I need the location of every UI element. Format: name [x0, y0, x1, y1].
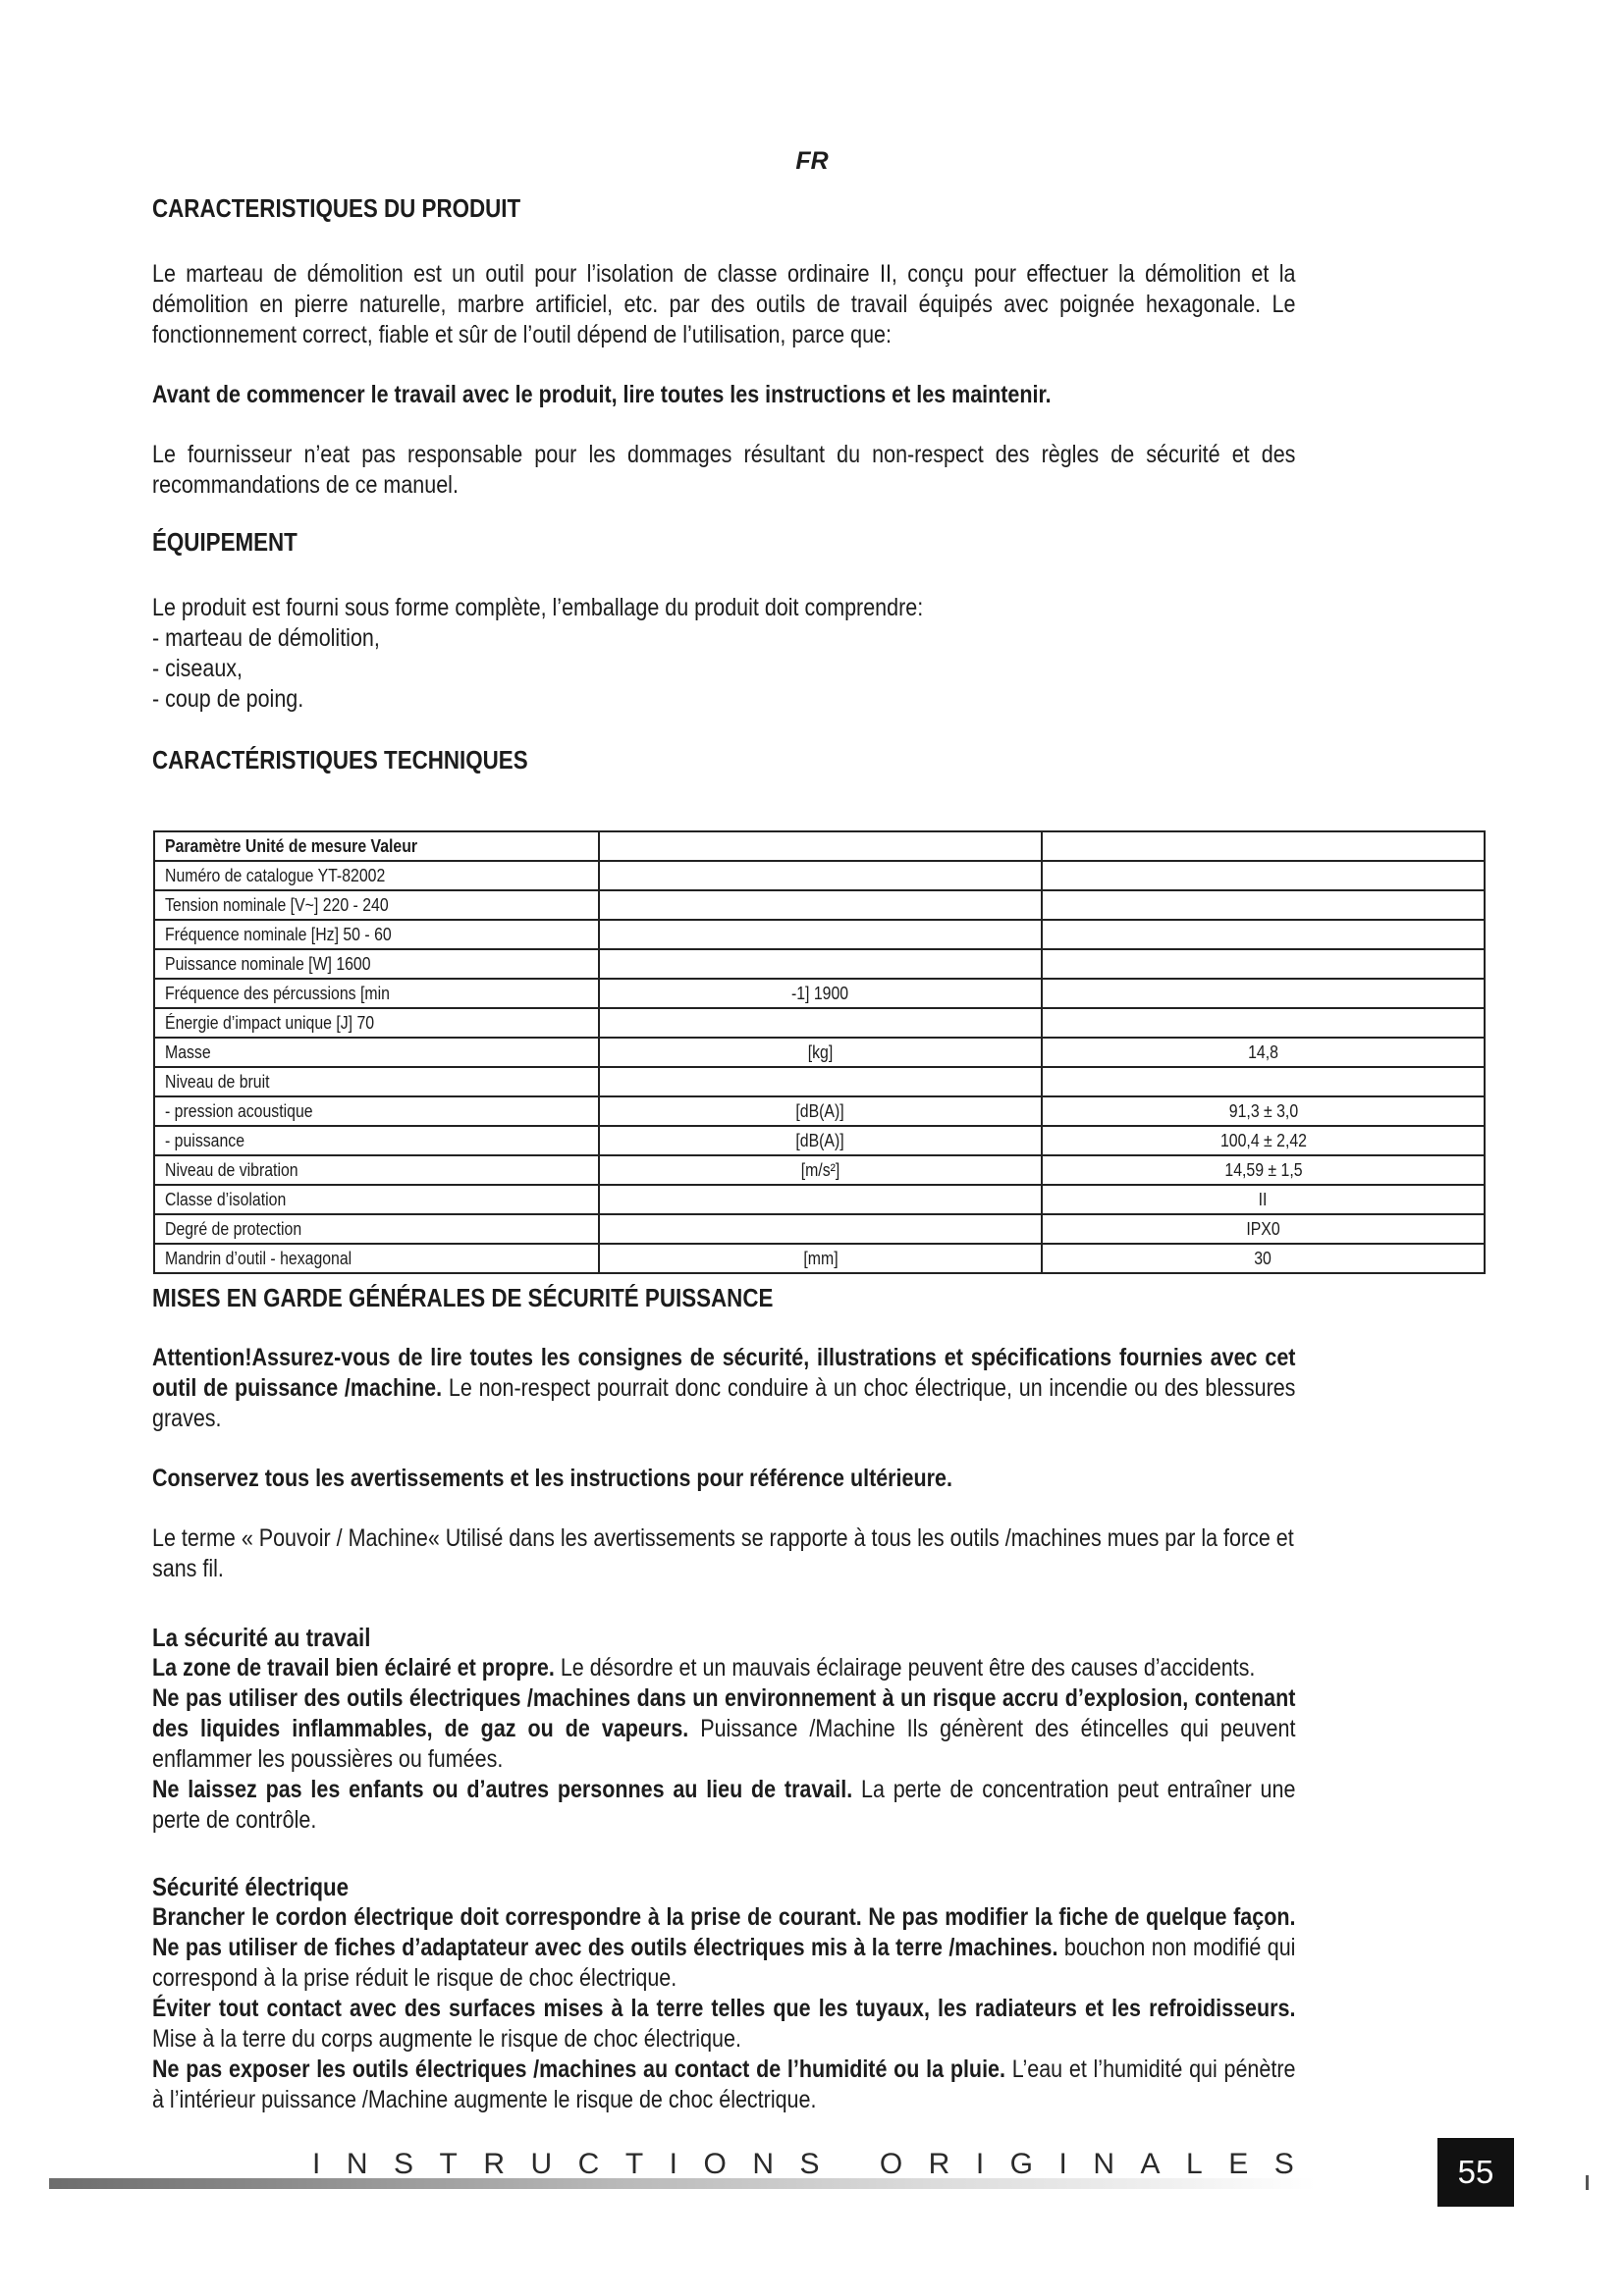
cell-text: - puissance	[165, 1130, 245, 1150]
table-cell	[1042, 1185, 1485, 1214]
list-item: - marteau de démolition,	[152, 623, 1295, 654]
table-cell	[599, 890, 1042, 920]
table-cell	[1042, 1008, 1485, 1038]
paragraph-description: Le marteau de démolition est un outil pour l’isolation de classe ordinaire II, conçu pour effectuer la démolition et la démolition en pierre naturelle, marbre artificiel, etc. par des outils de travail équipés avec poignée hexagonale. Le fonctionnement correct, fiable et sûr de l’outil dépend de l’utilisation, parce que:	[152, 260, 1296, 348]
list-item: - coup de poing.	[152, 684, 1295, 715]
table-cell	[1042, 890, 1485, 920]
table-cell	[154, 1155, 599, 1185]
table-cell	[1042, 1038, 1485, 1067]
cell-text: [mm]	[802, 1248, 839, 1268]
section-title-mises-en-garde: MISES EN GARDE GÉNÉRALES DE SÉCURITÉ PUISSANCE	[152, 1283, 774, 1312]
section-title-caracteristiques-produit: CARACTERISTIQUES DU PRODUIT	[152, 193, 521, 223]
safety-item: Ne pas exposer les outils électriques /machines au contact de l’humidité ou la pluie. L’eau et l’humidité qui pénètre à l’intérieur puissance /Machine augmente le risque de choc électrique.	[152, 2056, 1296, 2113]
table-cell	[1042, 1067, 1485, 1096]
table-cell	[154, 1244, 599, 1273]
cell-text: -1] 1900	[791, 983, 849, 1003]
table-cell	[154, 1038, 599, 1067]
paragraph-read-instructions: Avant de commencer le travail avec le produit, lire toutes les instructions et les maintenir.	[152, 381, 1052, 408]
subsection-title-securite-travail: La sécurité au travail	[152, 1623, 371, 1652]
safety-item: Brancher le cordon électrique doit correspondre à la prise de courant. Ne pas modifier la fiche de quelque façon. Ne pas utiliser de fiches d’adaptateur avec des outils électriques mis à la terre /machines. bouchon non modifié qui correspond à la prise réduit le risque de choc électrique.	[152, 1903, 1296, 1992]
table-cell	[599, 979, 1042, 1008]
paragraph-equipement-intro: Le produit est fourni sous forme complète, l’emballage du produit doit comprendre:	[152, 594, 924, 621]
table-cell	[154, 949, 599, 979]
cell-text: Numéro de catalogue YT-82002	[165, 865, 386, 885]
table-header-row	[154, 831, 1485, 861]
safety-item: Éviter tout contact avec des surfaces mises à la terre telles que les tuyaux, les radiateurs et les refroidisseurs. Mise à la terre du corps augmente le risque de choc électrique.	[152, 1995, 1296, 2053]
table-cell	[154, 920, 599, 949]
table-row	[154, 1185, 1485, 1214]
table-cell	[154, 1096, 599, 1126]
cell-text: Tension nominale [V~] 220 - 240	[165, 894, 389, 915]
cell-text: Fréquence des pércussions [min	[165, 983, 390, 1003]
table-cell	[599, 1214, 1042, 1244]
equipement-list	[152, 623, 1295, 715]
footer-title: INSTRUCTIONS ORIGINALES	[312, 2148, 1321, 2180]
table-cell	[1042, 1155, 1485, 1185]
cell-text: Puissance nominale [W] 1600	[165, 953, 371, 974]
table-cell	[1042, 1096, 1485, 1126]
cell-text: [m/s²]	[800, 1159, 840, 1180]
table-cell	[154, 1126, 599, 1155]
cell-text: 91,3 ± 3,0	[1228, 1100, 1298, 1121]
cell-text: [dB(A)]	[795, 1100, 845, 1121]
paragraph-conservez: Conservez tous les avertissements et les instructions pour référence ultérieure.	[152, 1465, 952, 1492]
table-cell	[1042, 861, 1485, 890]
table-row	[154, 1096, 1485, 1126]
table-cell	[599, 1008, 1042, 1038]
cell-text: - pression acoustique	[165, 1100, 313, 1121]
cell-text: Niveau de bruit	[165, 1071, 270, 1092]
cell-text: 30	[1254, 1248, 1272, 1268]
table-cell	[154, 979, 599, 1008]
table-row	[154, 1126, 1485, 1155]
section-title-equipement: ÉQUIPEMENT	[152, 527, 298, 557]
page-number: 55	[1437, 2138, 1514, 2207]
table-cell	[154, 1067, 599, 1096]
cell-text: Masse	[165, 1041, 211, 1062]
table-cell	[599, 1038, 1042, 1067]
subsection-title-securite-electrique: Sécurité électrique	[152, 1872, 350, 1901]
table-row	[154, 1008, 1485, 1038]
table-row	[154, 1155, 1485, 1185]
table-cell	[599, 1067, 1042, 1096]
cell-text: Mandrin d’outil - hexagonal	[165, 1248, 352, 1268]
cell-text: 14,59 ± 1,5	[1223, 1159, 1303, 1180]
table-cell	[599, 920, 1042, 949]
table-cell	[1042, 979, 1485, 1008]
safety-item: La zone de travail bien éclairé et propre. Le désordre et un mauvais éclairage peuvent être des causes d’accidents.	[152, 1654, 1256, 1682]
cell-text: [kg]	[807, 1041, 834, 1062]
cell-text: 14,8	[1248, 1041, 1278, 1062]
table-cell	[154, 1008, 599, 1038]
table-cell	[599, 831, 1042, 861]
table-row	[154, 1214, 1485, 1244]
table-cell	[154, 831, 599, 861]
table-cell	[599, 1244, 1042, 1273]
table-row	[154, 979, 1485, 1008]
table-cell	[154, 1185, 599, 1214]
safety-item: Ne laissez pas les enfants ou d’autres personnes au lieu de travail. La perte de concentration peut entraîner une perte de contrôle.	[152, 1776, 1296, 1834]
cell-text: Degré de protection	[165, 1218, 302, 1239]
table-row	[154, 1067, 1485, 1096]
table-cell	[154, 890, 599, 920]
specifications-table	[153, 830, 1486, 1274]
table-cell	[1042, 831, 1485, 861]
paragraph-attention: Attention!Assurez-vous de lire toutes les consignes de sécurité, illustrations et spécifications fournies avec cet outil de puissance /machine. Le non-respect pourrait donc conduire à un choc électrique, un incendie ou des blessures graves.	[152, 1344, 1296, 1432]
table-cell	[1042, 920, 1485, 949]
table-cell	[1042, 1244, 1485, 1273]
paragraph-liability: Le fournisseur n’eat pas responsable pour les dommages résultant du non-respect des règles de sécurité et des recommandations de ce manuel.	[152, 441, 1296, 499]
edge-mark	[1586, 2175, 1589, 2190]
table-row	[154, 890, 1485, 920]
table-row	[154, 920, 1485, 949]
cell-text: [dB(A)]	[795, 1130, 845, 1150]
cell-text: Fréquence nominale [Hz] 50 - 60	[165, 924, 392, 944]
table-cell	[599, 1185, 1042, 1214]
language-code: FR	[795, 147, 829, 175]
table-row	[154, 949, 1485, 979]
cell-text: IPX0	[1246, 1218, 1280, 1239]
paragraph-terme: Le terme « Pouvoir / Machine« Utilisé dans les avertissements se rapporte à tous les outils /machines mues par la force et sans fil.	[152, 1524, 1294, 1582]
table-cell	[599, 861, 1042, 890]
table-cell	[599, 1155, 1042, 1185]
table-cell	[599, 949, 1042, 979]
cell-text: Classe d’isolation	[165, 1189, 287, 1209]
cell-text: Niveau de vibration	[165, 1159, 298, 1180]
cell-text: Paramètre Unité de mesure Valeur	[165, 835, 418, 856]
table-cell	[599, 1096, 1042, 1126]
cell-text: 100,4 ± 2,42	[1219, 1130, 1307, 1150]
list-item: - ciseaux,	[152, 654, 1295, 684]
safety-item: Ne pas utiliser des outils électriques /machines dans un environnement à un risque accru d’explosion, contenant des liquides inflammables, de gaz ou de vapeurs. Puissance /Machine Ils génèrent des étincelles qui peuvent enflammer les poussières ou fumées.	[152, 1684, 1296, 1773]
table-row	[154, 1244, 1485, 1273]
section-title-caracteristiques-techniques: CARACTÉRISTIQUES TECHNIQUES	[152, 745, 528, 774]
table-cell	[1042, 1126, 1485, 1155]
table-row	[154, 861, 1485, 890]
table-cell	[154, 861, 599, 890]
table-cell	[599, 1126, 1042, 1155]
table-cell	[1042, 949, 1485, 979]
table-cell	[154, 1214, 599, 1244]
cell-text: Énergie d’impact unique [J] 70	[165, 1012, 375, 1033]
table-row	[154, 1038, 1485, 1067]
cell-text: II	[1259, 1189, 1268, 1209]
table-cell	[1042, 1214, 1485, 1244]
